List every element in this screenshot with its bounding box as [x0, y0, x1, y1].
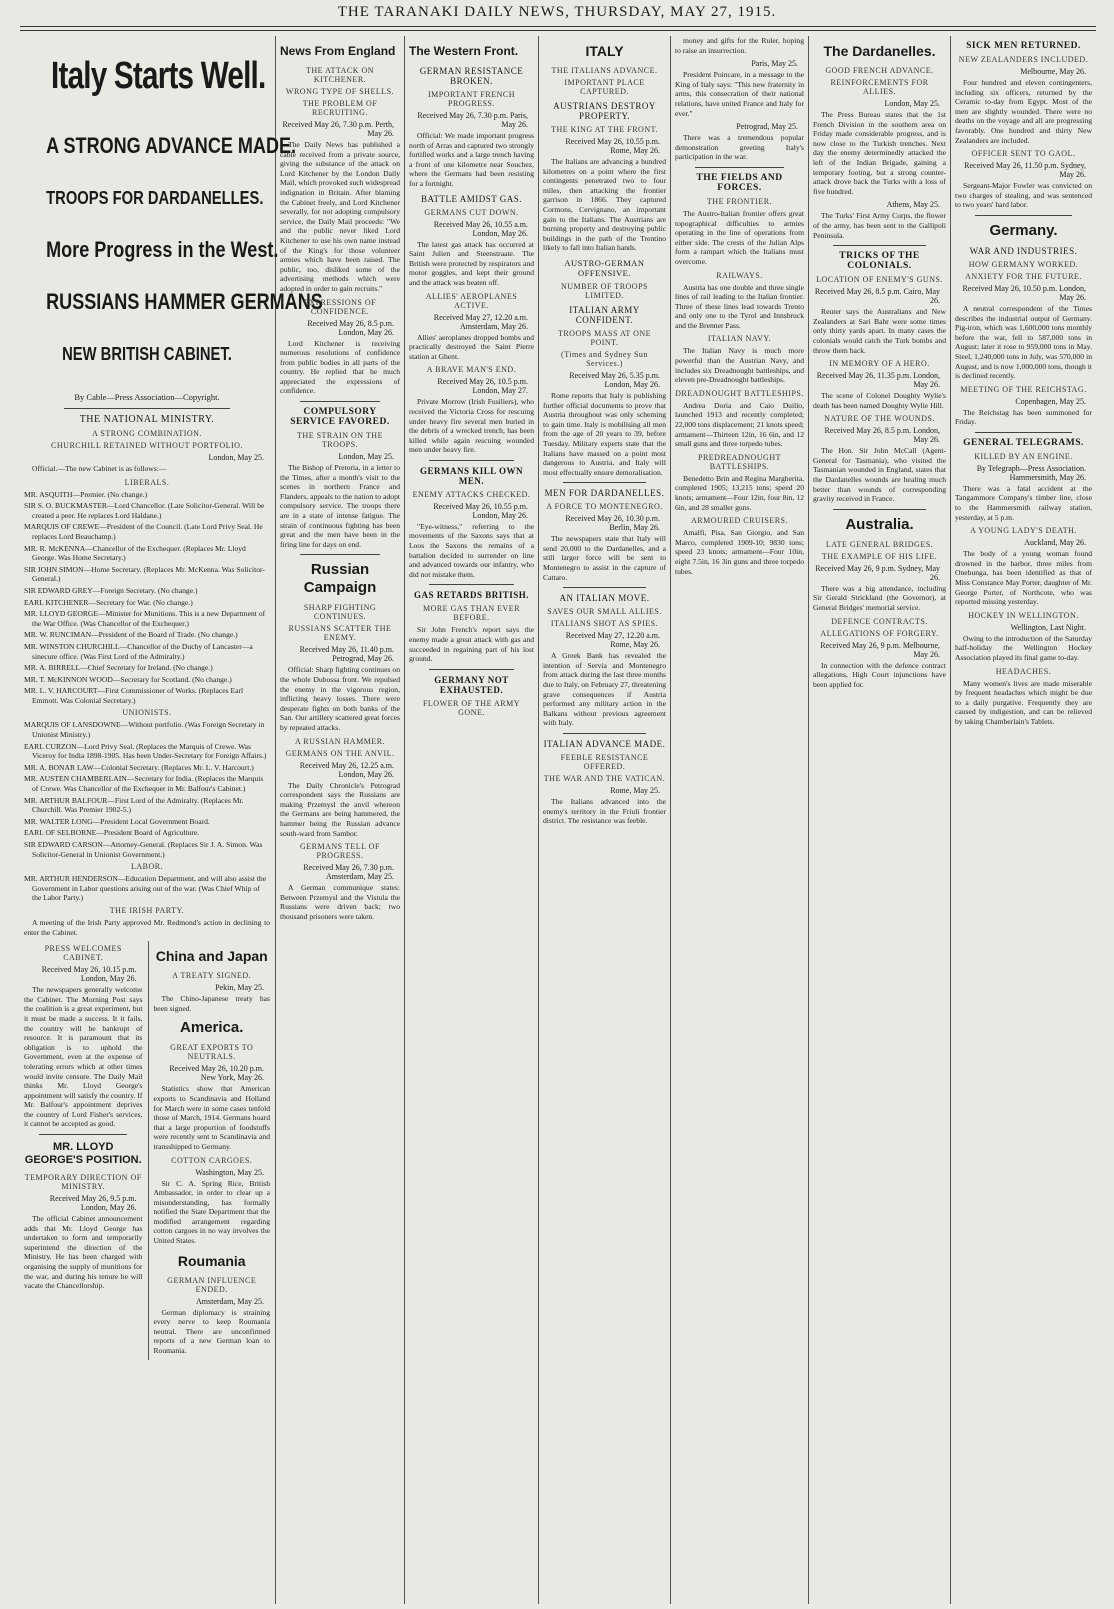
- divider: [429, 584, 514, 585]
- masthead: THE TARANAKI DAILY NEWS, THURSDAY, MAY 27, 1915.: [337, 4, 777, 20]
- divider: [429, 460, 514, 461]
- article-body: money and gifts for the Ruler, hoping to raise an insurrection.: [675, 36, 804, 55]
- article-body: The official Cabinet announcement adds that Mr. Lloyd George has undertaken to form and temporarily superintend the direction of the Ministry. He has been charged with organising the supply of munitions for the war, and during his tenure he will vacate the Chancellorship.: [24, 1214, 143, 1291]
- article-body: The Daily News has published a cable received from a private source, giving the substance of the attack on Lord Kitchener by the London Daily Mail, which provoked such widespread indignation in Britain. After blaming the Cabinet freely, and Lord Kitchener severally, for not adopting compulsory service, the Daily Mail proceeds: "We and the public never liked Lord Kitchener to use his own name instead of the King's for those volunteer armies which have been raised. The public, too, disliked some of the advertising methods which were adopted in order to gain recruits.": [280, 140, 400, 293]
- article-body: In connection with the defence contract allegations, High Court injunctions have been applied for.: [813, 660, 946, 689]
- dateline: Received May 26, 11.50 p.m. Sydney, May 26.: [964, 161, 1086, 180]
- article-body: Reuter says the Australians and New Zealanders at Sari Bahr were some times only thirty yards apart. In many cases the colonials would catch the Turk bombs and throw them back.: [813, 307, 946, 355]
- cabinet-entry: MR. WALTER LONG—President Local Government Board.: [24, 816, 210, 826]
- article-body: The Austro-Italian frontier offers great topographical difficulties to armies operating in the line of operations from either side. The crests of the Julian Alps form a rampart which the Italians must overcome.: [675, 208, 804, 266]
- divider: [563, 587, 646, 588]
- sub: ALLEGATIONS OF FORGERY.: [820, 628, 939, 638]
- sub: LATE GENERAL BRIDGES.: [825, 539, 934, 549]
- cotton-sub: COTTON CARGOES.: [171, 1155, 253, 1165]
- sub: KILLED BY AN ENGINE.: [974, 451, 1073, 461]
- col2-title: News From England: [280, 44, 396, 58]
- headline-main: Italy Starts Well.: [51, 55, 266, 97]
- article-body: The newspapers generally welcome the Cabinet. The Morning Post says the coalition is a great experiment, but it must be made a success. It it fails, the country will be bankrupt of resource. It is paramount that its obligation is to uphold the Government, even at the expense of tolerating errors which at other times would invite censure. The Daily Mail thinks Mr. Lloyd George's appointment will satisfy the country. If Mr. Balfour's appointment deprives the country of Lord Fisher's services, it cannot be accepted as good.: [24, 985, 143, 1129]
- sub: AUSTRIANS DESTROY PROPERTY.: [553, 101, 656, 121]
- dateline: Received May 26, 10.5 p.m. London, May 27.: [437, 377, 528, 396]
- sub: ITALIAN ADVANCE MADE.: [543, 739, 666, 749]
- sub: TROOPS MASS AT ONE POINT.: [557, 328, 652, 347]
- article-body: German diplomacy is straining every nerve to keep Roumania neutral. There are unconfirmed reports of a new German loan to Roumania.: [153, 1307, 270, 1356]
- dateline: Rome, May 25.: [610, 786, 660, 795]
- sub: MORE GAS THAN EVER BEFORE.: [422, 604, 521, 623]
- article-body: Statistics show that American exports to Scandinavia and Holland for March were in some cases tenfold those of March, 1914. Germans hoard that a large proportion of foodstuffs were recently sent to Scandinavia and transshipped to Germany.: [153, 1084, 270, 1151]
- dateline: Petrograd, May 25.: [736, 122, 798, 132]
- dateline: Received May 26, 9.5 p.m. London, May 26.: [49, 1194, 137, 1213]
- col3-title: The Western Front.: [409, 44, 519, 58]
- article-body: A Greek Bank has revealed the intention of Servia and Montenegro from attack during the last three months due to Italy, on February 27, threatening grave consequences if Austria performed any military action in the Balkans without previous agreement with Italy.: [543, 651, 666, 728]
- dateline: Received May 26, 10.55 a.m. London, May 26.: [433, 219, 528, 238]
- sub: GERMANY NOT EXHAUSTED.: [434, 674, 509, 695]
- column-7: [951, 36, 1096, 1604]
- sub: THE STRAIN ON THE TROOPS.: [297, 431, 383, 450]
- sub: RAILWAYS.: [716, 270, 763, 280]
- america-title: America.: [180, 1019, 244, 1037]
- divider: [563, 482, 646, 483]
- dateline: London, May 25.: [208, 453, 264, 462]
- dateline: Received May 26, 7.30 p.m. Paris, May 26.: [417, 111, 528, 129]
- headline-russians: RUSSIANS HAMMER GERMANS: [46, 289, 323, 314]
- sub: NATURE OF THE WOUNDS.: [824, 414, 935, 424]
- sub: IMPORTANT FRENCH PROGRESS.: [428, 90, 515, 108]
- sub: ANXIETY FOR THE FUTURE.: [965, 271, 1082, 281]
- dateline: Received May 26, 10.55 p.m. London, May 26.: [433, 501, 528, 520]
- article-body: Sir C. A. Spring Rice, British Ambassador, in order to clear up a misunderstanding, has formally notified the State Department that the modified arrangement regarding cotton cargoes in no way involves the United States.: [153, 1178, 270, 1246]
- america-sub: GREAT EXPORTS TO NEUTRALS.: [170, 1043, 254, 1062]
- cabinet-entry: MR. W. RUNCIMAN—President of the Board of Trade. (No change.): [24, 630, 238, 640]
- party-heading: UNIONISTS.: [122, 708, 172, 718]
- divider: [975, 432, 1072, 433]
- sub: A RUSSIAN HAMMER.: [294, 736, 386, 746]
- cabinet-entry: MR. R. McKENNA—Chancellor of the Exchequer. (Replaces Mr. Lloyd George. Was Home Secretary.): [24, 543, 246, 563]
- col1-lower-right: [148, 941, 270, 1359]
- sub: DEFENCE CONTRACTS.: [831, 616, 928, 626]
- dateline: Amsterdam, May 25.: [196, 1296, 264, 1306]
- sub: THE FRONTIER.: [706, 196, 773, 206]
- divider: [833, 509, 926, 510]
- sub: EXPRESSIONS OF CONFIDENCE.: [303, 297, 377, 316]
- article-body: "Eye-witness," referring to the movements of the Saxons says that at Loos the Saxons the remains of a battalion decided to surrender on line and advanced towards our infantry, who did not mistake them.: [409, 521, 534, 579]
- sub: SHARP FIGHTING CONTINUES.: [303, 603, 377, 622]
- article-body: Owing to the introduction of the Saturday half-holiday the Wellington Hockey Association played its final game to-day.: [955, 633, 1092, 662]
- article-body: The body of a young woman found drowned in the harbor, three miles from Onehunga, has been identified as that of Miss Constance May Porter, daughter of Mr. George Porter, of Northcote, who was reported missing yesterday.: [955, 549, 1092, 607]
- article-body: The Chino-Japanese treaty has been signed.: [153, 994, 270, 1013]
- sub: AUSTRO-GERMAN OFFENSIVE.: [564, 257, 645, 278]
- party-heading: LABOR.: [130, 862, 164, 872]
- col7-title-2: Germany.: [989, 221, 1058, 239]
- col5-title: THE FIELDS AND FORCES.: [696, 172, 783, 193]
- sub: GERMAN RESISTANCE BROKEN.: [419, 66, 524, 86]
- article-body: The Daily Chronicle's Petrograd correspondent says the Russians are making Przemysl the anvil whereon the Germans are being hammered, the hammer being the Russian advance south-ward from Sambor.: [280, 780, 400, 838]
- dateline: Received May 26, 8.5 p.m. London, May 26.: [307, 318, 394, 337]
- article-body: Four hundred and eleven contingenters, including six officers, returned by the Ceramic to-day from Egypt. Most of the men are slightly wounded. There were no deaths on the voyage and all are progressing favorably. One hundred and thirty New Zealanders are included.: [955, 78, 1092, 145]
- article-body: Amalfi, Pisa, San Giorgio, and San Marco, completed 1909-10; 9830 tons; speed 23 knots; armament—Four 10in, eight 7.5in, 16 3in guns and three torpedo tubes.: [675, 528, 804, 576]
- lloyd-title: MR. LLOYD GEORGE'S POSITION.: [24, 1141, 142, 1167]
- dateline: Received May 26, 5.35 p.m. London, May 26.: [569, 370, 660, 389]
- dateline: Received May 26, 7.30 p.m. Amsterdam, May 25.: [303, 863, 394, 882]
- official-line: Official.—The new Cabinet is as follows:—: [32, 464, 167, 473]
- article-body: There was a tremendous popular demonstration greeting Italy's participation in the war.: [675, 133, 804, 162]
- column-6: [809, 36, 950, 1604]
- col1-lower-left: [24, 941, 142, 1359]
- sub: MEN FOR DARDANELLES.: [544, 488, 665, 499]
- article-body: President Poincare, in a message to the King of Italy says: "This new fraternity in arms, this consecration of their national relations, have united France and Italy for ever.": [675, 70, 804, 118]
- press-title: PRESS WELCOMES CABINET.: [44, 944, 122, 963]
- dateline: Received May 26, 11.35 p.m. London, May 26.: [816, 371, 940, 390]
- cabinet-entry: SIR JOHN SIMON—Home Secretary. (Replaces Mr. McKenna. Was Solicitor-General.): [24, 564, 265, 584]
- article-body: There was a fatal accident at the Tangammore Company's timber line, close to the Hammersmith railway station, yesterday, at 5 p.m.: [955, 483, 1092, 522]
- divider: [64, 408, 230, 409]
- article-body: The latest gas attack has occurred at Saint Julien and Steenstraate. The British were protected by respirators and motor goggles, and kept their ground and the attack was beaten off.: [409, 239, 534, 287]
- article-body: The Italians are advancing a hundred kilometres on a point where the first contingents penetrated two to four miles, then attacking the frontier garrison in 1866. They captured Cormons, Cervignano, an important gain to the Italians. The Austrians are burning property and destroying public buildings in the path of the Trentino likely to fall into Italian hands.: [543, 157, 666, 253]
- article-body: The Hon. Sir John McCall (Agent-General for Tasmania), who visited the Tasmanian wounded in England, states that the Dardanelles wounds are healing much better than wounds of corresponding gravity received in France.: [813, 446, 946, 504]
- article-body: Lord Kitchener is receiving numerous resolutions of confidence from public bodies in all parts of the country. He replied that he much appreciated the expressions of confidence.: [280, 338, 400, 396]
- dateline: Received May 26, 10.15 p.m. London, May 26.: [41, 965, 137, 984]
- dateline: Received May 26, 10.30 p.m. Berlin, May 26.: [565, 514, 660, 533]
- sub: ALLIES' AEROPLANES ACTIVE.: [425, 291, 518, 310]
- article-body: The newspapers state that Italy will send 20,000 to the Dardanelles, and a still larger force will be sent to Montenegro to assist in the capture of Cattaro.: [543, 534, 666, 582]
- sub: GOOD FRENCH ADVANCE.: [825, 66, 934, 75]
- sub: BATTLE AMIDST GAS.: [420, 193, 523, 204]
- sub: RUSSIANS SCATTER THE ENEMY.: [288, 624, 392, 643]
- divider: [563, 733, 646, 734]
- cabinet-entry: MARQUIS OF LANSDOWNE—Without portfolio. (Was Foreign Secretary in Unionist Ministry.): [24, 720, 265, 740]
- cabinet-entry: MR. T. McKINNON WOOD—Secretary for Scotland. (No change.): [24, 674, 232, 684]
- dateline: Washington, May 25.: [195, 1167, 264, 1177]
- sub: THE EXAMPLE OF HIS LIFE.: [821, 551, 938, 561]
- sub: LOCATION OF ENEMY'S GUNS.: [816, 275, 943, 285]
- dateline: London, May 25.: [884, 99, 940, 108]
- roumania-title: Roumania: [177, 1252, 246, 1269]
- col2-title-3: Russian Campaign: [303, 561, 377, 597]
- sub: THE ATTACK ON KITCHENER.: [305, 66, 375, 84]
- column-2: [276, 36, 404, 1604]
- party-heading: THE IRISH PARTY.: [109, 905, 185, 915]
- article-body: There was a big attendance, including Sir Gerald Strickland (the Governor), at General Bridges' memorial service.: [813, 583, 946, 613]
- headline-troops: TROOPS FOR DARDANELLES.: [46, 188, 264, 208]
- sub: PREDREADNOUGHT BATTLESHIPS.: [698, 452, 781, 471]
- dateline: Received May 26, 8.5 p.m. Cairo, May 26.: [814, 287, 940, 306]
- dateline: Melbourne, May 26.: [1020, 67, 1086, 76]
- sub: HOW GERMANY WORKED.: [968, 259, 1079, 269]
- cabinet-entry: EARL CURZON—Lord Privy Seal. (Replaces the Marquis of Crewe. Was Viceroy for India 1898-1905. Has been Under-Secretary for Foreign Affairs.): [24, 741, 267, 761]
- article-body: A neutral correspondent of the Times describes the industrial output of Germany. Pig-iron, which was 1,600,000 tons monthly before the war, fell to 587,000 tons in August; later it rose to 959,000 tons in May. Steel, 1,240,000 tons in July, was 570,000 in August, and is now 1,000,000 tons, though it is declined recently.: [955, 303, 1092, 381]
- dateline: Received May 26, 9 p.m. Melbourne, May 26.: [820, 640, 940, 659]
- sub: FLOWER OF THE ARMY GONE.: [422, 698, 521, 717]
- article-body: Rome reports that Italy is publishing further official documents to prove that Austria throughout was only scheming to gain time. Italy is mobilising all men from the age of 20 years to 39, before Tuesday. Military experts state that the Italians have massed on a point most dangerous to Austria, and Italy will most effectually ensure demoralisation.: [543, 390, 666, 477]
- sub: TRICKS OF THE COLONIALS.: [839, 251, 920, 272]
- sub: IMPORTANT PLACE CAPTURED.: [564, 78, 645, 96]
- sub: OFFICER SENT TO GAOL.: [971, 149, 1076, 159]
- article-body: Private Morrow (Irish Fusiliers), who received the Victoria Cross for rescuing under heavy fire several men buried in the debris of a wrecked trench, has been killed while again rescuing wounded men under heavy fire.: [409, 397, 534, 455]
- sub: ARMOURED CRUISERS.: [690, 516, 788, 526]
- article-body: The Bishop of Pretoria, in a letter to the Times, after a month's visit to the scenes in northern France and Flanders, appeals to the nation to adopt compulsory service. The troops there are in a state of intense fatigue. The strain of continuous fighting has been great and the men have been in the firing line for days on end.: [280, 463, 400, 549]
- column-1: [20, 36, 323, 1604]
- sub: HOCKEY IN WELLINGTON.: [968, 610, 1079, 620]
- sub: A FORCE TO MONTENEGRO.: [546, 502, 663, 512]
- sub: THE ITALIANS ADVANCE.: [551, 66, 658, 75]
- headline-strong-advance: A STRONG ADVANCE MADE.: [46, 133, 297, 158]
- column-4: [539, 36, 670, 1604]
- sub: WRONG TYPE OF SHELLS.: [285, 87, 395, 96]
- column-3: [405, 36, 538, 1604]
- sub: ITALIAN NAVY.: [707, 334, 772, 344]
- col1-lower: [24, 941, 270, 1359]
- dateline: Pekin, May 25.: [215, 983, 264, 993]
- article-body: Benedetto Brin and Regina Margherita, completed 1905; 13,215 tons; speed 20 knots; armament—Four 12in, four 8in, 12 6in, and 28 smaller guns.: [675, 473, 804, 512]
- dateline: Received May 26, 7.30 p.m. Perth, May 26.: [282, 120, 394, 138]
- sub: IN MEMORY OF A HERO.: [829, 359, 930, 369]
- article-body: Andrea Doria and Caio Duilio, launched 1913 and recently completed; 22,000 tons displacement; 21 knots speed; armament—Thirteen 12in, 16 6in, and 12 small guns and three torpedo tubes.: [675, 400, 804, 449]
- article-body: The Reichstag has been summoned for Friday.: [955, 407, 1092, 427]
- article-body: The Italian Navy is much more powerful than the Austrian Navy, and includes six Dreadnought battleships, and eleven pre-Dreadnought battleships.: [675, 346, 804, 385]
- section-title: THE NATIONAL MINISTRY.: [79, 414, 215, 425]
- cabinet-entry: SIR S. O. BUCKMASTER—Lord Chancellor. (Late Solicitor-General. Will be created a peer. He replaces Lord Haldane.): [24, 501, 265, 520]
- col4-title: ITALY: [585, 43, 624, 59]
- sub: WAR AND INDUSTRIES.: [969, 245, 1078, 256]
- dateline: Received May 26, 11.40 p.m. Petrograd, May 26.: [299, 645, 394, 664]
- sub: SAVES OUR SMALL ALLIES.: [547, 607, 662, 617]
- cabinet-entry: EARL OF SELBORNE—President Board of Agriculture.: [24, 828, 200, 838]
- sub: GERMANS CUT DOWN.: [424, 207, 519, 217]
- china-title: China and Japan: [155, 948, 268, 965]
- divider: [300, 554, 380, 555]
- masthead-rule-2: [20, 30, 1096, 31]
- sub: GERMANS TELL OF PROGRESS.: [300, 842, 380, 861]
- article-body: Sergeant-Major Fowler was convicted on two charges of stealing, and was sentenced to two years' hard labor.: [955, 181, 1092, 210]
- col7-title: SICK MEN RETURNED.: [966, 41, 1081, 51]
- section-sub: A STRONG COMBINATION.: [92, 429, 202, 438]
- sub: ITALIAN ARMY CONFIDENT.: [569, 304, 640, 325]
- sub: NUMBER OF TROOPS LIMITED.: [561, 281, 648, 300]
- dateline: Received May 26, 12.25 a.m. London, May 26.: [299, 760, 394, 779]
- cabinet-entry: MARQUIS OF CREWE—President of the Council. (Late Lord Privy Seal. He replaces Lord Beauchamp.): [24, 522, 263, 541]
- dateline: Copenhagen, May 25.: [1015, 396, 1086, 406]
- cabinet-entry: MR. ARTHUR HENDERSON—Education Department, and will also assist the Government in Labor questions arising out of the war. (Was Chief Whip of the Labor Party.): [24, 874, 267, 903]
- cabinet-entry: MR. WINSTON CHURCHILL—Chancellor of the Duchy of Lancaster—a sinecure office. (Was First Lord of the Admiralty.): [24, 641, 253, 661]
- party-heading: LIBERALS.: [124, 477, 170, 487]
- dateline: London, May 25.: [338, 452, 394, 462]
- sub: GERMANS ON THE ANVIL.: [285, 748, 395, 758]
- article-body: The Turks' First Army Corps, the flower of the army, has been sent to the Gallipoli Peninsula.: [813, 211, 946, 240]
- divider: [300, 401, 380, 402]
- sub: NEW ZEALANDERS INCLUDED.: [958, 55, 1089, 64]
- cabinet-entry: MR. A. BONAR LAW—Colonial Secretary. (Replaces Mr. L. V. Harcourt.): [24, 762, 254, 772]
- sub: THE PROBLEM OF RECRUITING.: [302, 99, 378, 117]
- dateline: Received May 26, 9 p.m. Sydney, May 26.: [815, 563, 940, 582]
- sub: FEEBLE RESISTANCE OFFERED.: [560, 753, 649, 771]
- cabinet-entry: EARL KITCHENER—Secretary for War. (No change.): [24, 597, 193, 607]
- section-sub-2: CHURCHILL RETAINED WITHOUT PORTFOLIO.: [51, 441, 243, 450]
- dateline: Received May 27, 12.20 a.m. Amsterdam, May 26.: [433, 312, 528, 331]
- sub: ENEMY ATTACKS CHECKED.: [412, 489, 531, 499]
- sub: MEETING OF THE REICHSTAG.: [960, 384, 1087, 394]
- divider: [429, 669, 514, 670]
- cabinet-entry: MR. ASQUITH—Premier. (No change.): [24, 489, 148, 499]
- article-body: Sir John French's report says the enemy made a great attack with gas and succeeded in regaining part of his lost ground.: [409, 625, 534, 664]
- col6-title-3: Australia.: [845, 515, 914, 533]
- article-body: Austria has one double and three single lines of rail leading to the Italian frontier. Three of these lines lead towards Trento and only one to the Tyrol and Innsbruck and the Brenner Pass.: [675, 282, 804, 330]
- sub: THE KING AT THE FRONT.: [551, 125, 658, 134]
- article-body: The scene of Colonel Doughty Wylie's death has been named Doughty Wylie Hill.: [813, 391, 946, 410]
- headline-west: More Progress in the West.: [46, 237, 279, 262]
- divider: [695, 167, 784, 168]
- sub: HEADACHES.: [995, 666, 1052, 676]
- sub: GENERAL TELEGRAMS.: [963, 437, 1084, 448]
- sub: A YOUNG LADY'S DEATH.: [970, 526, 1077, 536]
- divider: [975, 215, 1072, 216]
- sub: A BRAVE MAN'S END.: [426, 365, 517, 375]
- sub: THE WAR AND THE VATICAN.: [543, 774, 666, 783]
- byline: By Cable—Press Association—Copyright.: [74, 392, 220, 402]
- article-body: Many women's lives are made miserable by frequent headaches which might be due to a daily purgative. Frequently they are caused by indigestion, and can be relieved by taking Chamberlain's Tablets.: [955, 678, 1092, 726]
- column-5: [671, 36, 808, 1604]
- dateline: Wellington, Last Night.: [1010, 622, 1086, 632]
- dateline: Paris, May 25.: [751, 59, 798, 69]
- cabinet-entry: MR. L. V. HARCOURT—First Commissioner of Works. (Replaces Earl Emmott. Was Colonial Secretary.): [24, 686, 244, 705]
- sub: DREADNOUGHT BATTLESHIPS.: [675, 388, 804, 398]
- dateline: Athens, May 25.: [886, 200, 940, 210]
- dateline: Received May 26, 10.20 p.m. New York, May 26.: [169, 1064, 264, 1083]
- article-body: The Press Bureau states that the 1st French Division in the southern area on Friday made considerable progress, and is now close to the Turkish trenches. Next day the enemy determinedly attacked the left of the Indian Brigade, gaining a temporary footing, but a strong counter-attack drove back the Turks with a loss of five hundred.: [813, 110, 946, 196]
- cabinet-entry: SIR EDWARD CARSON—Attorney-General. (Replaces Sir J. A. Simon. Was Solicitor-General in Unionist Government.): [24, 840, 263, 859]
- sub: AN ITALIAN MOVE.: [559, 593, 650, 604]
- dateline: By Telegraph—Press Association. Hammersmith, May 26.: [976, 463, 1086, 482]
- sub: ITALIANS SHOT AS SPIES.: [550, 619, 659, 629]
- article-body: A meeting of the Irish Party approved Mr. Redmond's action in declining to enter the Cabinet.: [24, 917, 270, 937]
- dateline: Received May 26, 10.55 p.m. Rome, May 26.: [565, 137, 660, 155]
- cabinet-entry: MR. ARTHUR BALFOUR—First Lord of the Admiralty. (Replaces Mr. Churchill. Was Premier 1902-5.): [24, 795, 244, 815]
- dateline: Received May 26, 10.50 p.m. London, May 26.: [962, 283, 1086, 302]
- article-body: Official: We made important progress north of Arras and captured two strongly fortified works and a large trench having a front of one kilometre near Souchez, where the Germans had been resisting for a fortnight.: [409, 131, 534, 188]
- col2-title-2: COMPULSORY SERVICE FAVORED.: [290, 407, 390, 428]
- sub: (Times and Sydney Sun Services.): [561, 349, 648, 368]
- cabinet-entry: MR. A. BIRRELL—Chief Secretary for Ireland. (No change.): [24, 663, 213, 673]
- cabinet-entry: SIR EDWARD GREY—Foreign Secretary. (No change.): [24, 585, 198, 595]
- divider: [833, 245, 926, 246]
- cabinet-entry: MR. LLOYD GEORGE—Minister for Munitions. This is a new Department of the War Office. (Was Chancellor of the Exchequer.): [24, 609, 266, 628]
- article-body: The Italians advanced into the enemy's territory in the Friuli frontier district. The resistance was feeble.: [543, 797, 666, 826]
- sub: GERMANS KILL OWN MEN.: [419, 465, 523, 486]
- headline-cabinet: NEW BRITISH CABINET.: [62, 344, 232, 364]
- col6-title: The Dardanelles.: [823, 43, 936, 59]
- article-body: Allies' aeroplanes dropped bombs and practically destroyed the Saint Pierre station at Ghent.: [409, 332, 534, 361]
- masthead-rule: [20, 26, 1096, 27]
- roumania-sub: GERMAN INFLUENCE ENDED.: [167, 1275, 257, 1294]
- dateline: Received May 26, 8.5 p.m. London, May 26.: [824, 426, 940, 445]
- dateline: Received May 27, 12.20 a.m. Rome, May 26.: [565, 631, 660, 650]
- cabinet-entry: MR. AUSTEN CHAMBERLAIN—Secretary for India. (Replaces the Marquis of Crewe. Was Chancellor of the Exchequer in Mr. Balfour's Cabinet.): [24, 774, 264, 794]
- china-sub: A TREATY SIGNED.: [172, 971, 252, 981]
- sub: REINFORCEMENTS FOR ALLIES.: [830, 78, 929, 96]
- divider: [39, 1134, 127, 1135]
- article-body: A German communique states: Between Przemysl and the Vistula the Russians were driven back; two thousand prisoners were taken.: [280, 883, 400, 921]
- dateline: Auckland, May 26.: [1024, 538, 1086, 548]
- article-body: Official: Sharp fighting continues on the whole Dubossa front. We repulsed the enemy in the vigorous region, inflicting heavy losses. There were desperate fights on both banks of the San. Our artillery scattered great forces by repeated attacks.: [280, 665, 400, 732]
- lloyd-sub: TEMPORARY DIRECTION OF MINISTRY.: [24, 1173, 142, 1192]
- sub: GAS RETARDS BRITISH.: [413, 590, 530, 601]
